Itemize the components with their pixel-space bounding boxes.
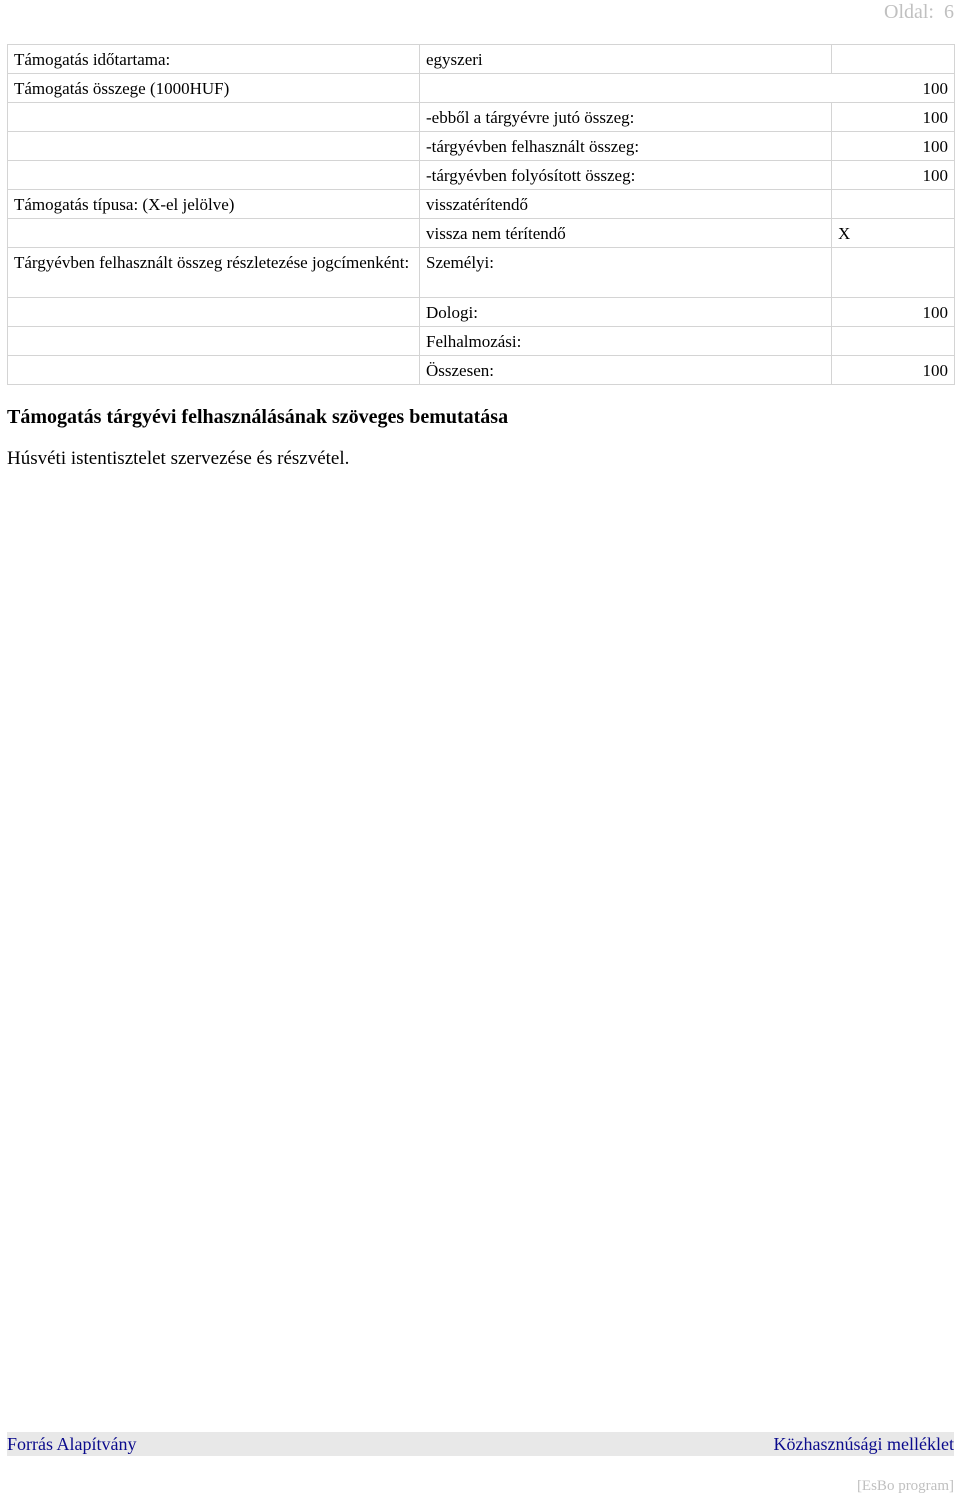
material-label: Dologi: bbox=[420, 298, 832, 327]
table-row-material bbox=[8, 298, 955, 327]
duration-value: egyszeri bbox=[420, 45, 832, 74]
personal-label: Személyi: bbox=[420, 248, 832, 298]
used-value: 100 bbox=[832, 132, 955, 161]
program-tag: [EsBo program] bbox=[856, 1478, 954, 1494]
support-details-table bbox=[7, 44, 955, 385]
empty-cell bbox=[8, 327, 420, 356]
table-row-personal bbox=[8, 248, 955, 298]
refundable-mark bbox=[832, 190, 955, 219]
paid-label: -tárgyévben folyósított összeg: bbox=[420, 161, 832, 190]
year-share-label: -ebből a tárgyévre jutó összeg: bbox=[420, 103, 832, 132]
page-number bbox=[884, 0, 954, 24]
empty-cell bbox=[8, 132, 420, 161]
refundable-label: visszatérítendő bbox=[420, 190, 832, 219]
capital-value bbox=[832, 327, 955, 356]
paid-value: 100 bbox=[832, 161, 955, 190]
table-row-amount bbox=[8, 74, 955, 103]
nonrefundable-label: vissza nem térítendő bbox=[420, 219, 832, 248]
table-row-used bbox=[8, 132, 955, 161]
page-number-label: Oldal: bbox=[884, 1, 934, 23]
table-row-year-share bbox=[8, 103, 955, 132]
empty-cell bbox=[8, 298, 420, 327]
page-number-value: 6 bbox=[944, 1, 954, 23]
empty-cell bbox=[8, 103, 420, 132]
total-label: Összesen: bbox=[420, 356, 832, 385]
type-label: Támogatás típusa: (X-el jelölve) bbox=[8, 190, 420, 219]
empty-cell bbox=[8, 219, 420, 248]
amount-value: 100 bbox=[420, 74, 955, 103]
material-value: 100 bbox=[832, 298, 955, 327]
personal-value bbox=[832, 248, 955, 298]
table-row-total bbox=[8, 356, 955, 385]
table-row-paid bbox=[8, 161, 955, 190]
empty-cell bbox=[832, 45, 955, 74]
section-text: Húsvéti istentisztelet szervezése és részvétel. bbox=[7, 448, 350, 469]
nonrefundable-mark: X bbox=[832, 219, 955, 248]
footer-organization: Forrás Alapítvány bbox=[7, 1434, 137, 1454]
duration-label: Támogatás időtartama: bbox=[8, 45, 420, 74]
year-share-value: 100 bbox=[832, 103, 955, 132]
breakdown-label: Tárgyévben felhasznált összeg részletezése jogcímenként: bbox=[8, 248, 420, 298]
section-title: Támogatás tárgyévi felhasználásának szöveges bemutatása bbox=[7, 406, 509, 428]
empty-cell bbox=[8, 161, 420, 190]
table-row-duration bbox=[8, 45, 955, 74]
used-label: -tárgyévben felhasznált összeg: bbox=[420, 132, 832, 161]
amount-label: Támogatás összege (1000HUF) bbox=[8, 74, 420, 103]
capital-label: Felhalmozási: bbox=[420, 327, 832, 356]
table-row-type-nonrefundable bbox=[8, 219, 955, 248]
empty-cell bbox=[8, 356, 420, 385]
table-row-type-refundable bbox=[8, 190, 955, 219]
footer-bar bbox=[7, 1432, 954, 1456]
footer-document-type: Közhasznúsági melléklet bbox=[773, 1434, 954, 1454]
table-row-capital bbox=[8, 327, 955, 356]
total-value: 100 bbox=[832, 356, 955, 385]
